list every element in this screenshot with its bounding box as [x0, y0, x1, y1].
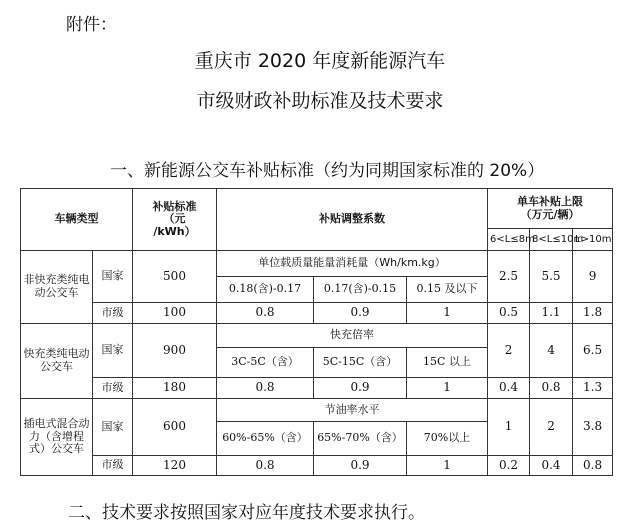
cap-cell: 0.2: [488, 456, 530, 476]
range-cell: 15C 以上: [407, 348, 488, 378]
section-2-heading: 二、技术要求按照国家对应年度技术要求执行。: [68, 503, 425, 523]
cap-cell: 1.8: [573, 303, 613, 324]
section-1-heading: 一、新能源公交车补贴标准（约为同期国家标准的 20%）: [110, 161, 545, 181]
header-subsidy-cap: 单车补贴上限 （万元/辆）: [488, 189, 613, 229]
indicator-cell: 快充倍率: [217, 324, 488, 348]
header-length-3: L>10m: [573, 229, 613, 251]
standard-national: 500: [133, 251, 217, 303]
standard-national: 900: [133, 324, 217, 378]
range-cell: 3C-5C（含）: [217, 348, 314, 378]
level-city: 市级: [93, 456, 133, 476]
header-subsidy-standard: 补贴标准 （元 /kWh）: [133, 189, 217, 251]
cap-cell: 1.1: [530, 303, 573, 324]
range-cell: 65%-70%（含）: [314, 422, 407, 456]
cap-cell: 3.8: [573, 399, 613, 456]
cap-cell: 1: [488, 399, 530, 456]
coefficient-cell: 0.9: [314, 303, 407, 324]
subsidy-table: [20, 188, 613, 476]
cap-cell: 6.5: [573, 324, 613, 378]
cap-cell: 2: [530, 399, 573, 456]
title-line-2: 市级财政补助标准及技术要求: [196, 90, 444, 112]
level-city: 市级: [93, 303, 133, 324]
cap-cell: 0.8: [573, 456, 613, 476]
cap-cell: 0.8: [530, 378, 573, 399]
coefficient-cell: 0.8: [217, 303, 314, 324]
standard-city: 180: [133, 378, 217, 399]
range-cell: 5C-15C（含）: [314, 348, 407, 378]
header-vehicle-type: 车辆类型: [21, 189, 133, 251]
header-adjust-coefficient: 补贴调整系数: [217, 189, 488, 251]
vehicle-type-cell: 快充类纯电动公交车: [21, 324, 93, 399]
range-cell: 0.18(含)-0.17: [217, 277, 314, 303]
level-national: 国家: [93, 324, 133, 378]
cap-cell: 2.5: [488, 251, 530, 303]
cap-cell: 5.5: [530, 251, 573, 303]
level-city: 市级: [93, 378, 133, 399]
title-line-1: 重庆市 2020 年度新能源汽车: [194, 50, 446, 72]
coefficient-cell: 0.9: [314, 456, 407, 476]
cap-cell: 1.3: [573, 378, 613, 399]
header-length-2: 8<L≤10m: [530, 229, 573, 251]
header-length-1: 6<L≤8m: [488, 229, 530, 251]
range-cell: 60%-65%（含）: [217, 422, 314, 456]
cap-cell: 0.5: [488, 303, 530, 324]
range-cell: 0.17(含)-0.15: [314, 277, 407, 303]
level-national: 国家: [93, 399, 133, 456]
coefficient-cell: 0.8: [217, 378, 314, 399]
range-cell: 0.15 及以下: [407, 277, 488, 303]
indicator-cell: 单位载质量能量消耗量（Wh/km.kg）: [217, 251, 488, 277]
coefficient-cell: 0.8: [217, 456, 314, 476]
cap-cell: 0.4: [488, 378, 530, 399]
cap-cell: 4: [530, 324, 573, 378]
level-national: 国家: [93, 251, 133, 303]
vehicle-type-cell: 插电式混合动力（含增程式）公交车: [21, 399, 93, 476]
cap-cell: 9: [573, 251, 613, 303]
attachment-label: 附件：: [66, 15, 117, 35]
coefficient-cell: 1: [407, 456, 488, 476]
coefficient-cell: 1: [407, 378, 488, 399]
standard-city: 120: [133, 456, 217, 476]
vehicle-type-cell: 非快充类纯电动公交车: [21, 251, 93, 324]
standard-city: 100: [133, 303, 217, 324]
range-cell: 70%以上: [407, 422, 488, 456]
cap-cell: 2: [488, 324, 530, 378]
standard-national: 600: [133, 399, 217, 456]
coefficient-cell: 0.9: [314, 378, 407, 399]
indicator-cell: 节油率水平: [217, 399, 488, 422]
cap-cell: 0.4: [530, 456, 573, 476]
coefficient-cell: 1: [407, 303, 488, 324]
